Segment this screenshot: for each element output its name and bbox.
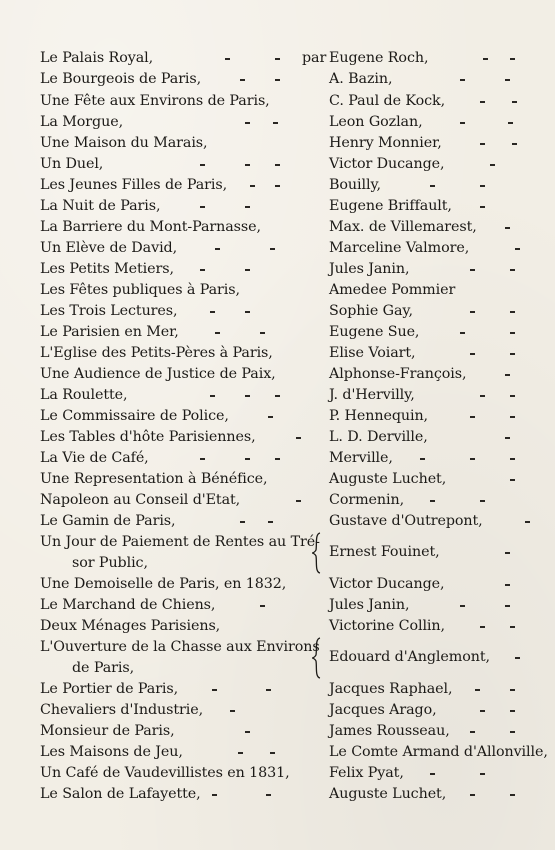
list-item xyxy=(0,259,555,280)
chapter-title-text: Les Maisons de Jeu, xyxy=(40,744,183,760)
leader-dot xyxy=(510,479,515,481)
list-item xyxy=(0,91,555,112)
leader-dot xyxy=(430,500,435,502)
chapter-title xyxy=(40,574,286,595)
chapter-title-text: Les Fêtes publiques à Paris, xyxy=(40,282,240,298)
author-name: C. Paul de Kock, xyxy=(329,93,446,109)
list-item xyxy=(0,133,555,154)
leader-dot xyxy=(266,794,271,796)
list-item xyxy=(0,406,555,427)
leader-dot xyxy=(245,731,250,733)
leader-dot xyxy=(480,206,485,208)
leader-dot xyxy=(460,79,465,81)
leader-dot xyxy=(245,458,250,460)
author-name: Marceline Valmore, xyxy=(329,240,470,256)
chapter-title xyxy=(40,763,290,784)
leader-dot xyxy=(420,458,425,460)
leader-dot xyxy=(512,143,517,145)
author-name: Jacques Arago, xyxy=(329,702,437,718)
leader-dot xyxy=(215,248,220,250)
chapter-title-text: Le Bourgeois de Paris, xyxy=(40,71,202,87)
chapter-title xyxy=(40,91,270,112)
brace-icon xyxy=(311,532,323,574)
list-item xyxy=(0,595,555,616)
leader-dot xyxy=(510,311,515,313)
leader-dot xyxy=(480,773,485,775)
chapter-title-text: Un Elève de David, xyxy=(40,240,178,256)
chapter-title-text: Les Tables d'hôte Parisiennes, xyxy=(40,429,256,445)
leader-dot xyxy=(268,416,273,418)
chapter-title-text: Chevaliers d'Industrie, xyxy=(40,702,204,718)
author-name: Victor Ducange, xyxy=(329,156,445,172)
chapter-title-text: Une Maison du Marais, xyxy=(40,135,208,151)
brace-icon xyxy=(311,637,323,679)
author-name: Bouilly, xyxy=(329,177,381,193)
leader-dot xyxy=(245,269,250,271)
list-item xyxy=(0,490,555,511)
author-name: L. D. Derville, xyxy=(329,429,428,445)
list-item xyxy=(0,217,555,238)
chapter-title-text: Les Petits Metiers, xyxy=(40,261,174,277)
leader-dot xyxy=(200,164,205,166)
leader-dot xyxy=(268,521,273,523)
author-name: Victor Ducange, xyxy=(329,576,445,592)
chapter-title-text: La Nuit de Paris, xyxy=(40,198,161,214)
leader-dot xyxy=(510,731,515,733)
list-item xyxy=(0,427,555,448)
author-name: Gustave d'Outrepont, xyxy=(329,513,483,529)
leader-dot xyxy=(275,79,280,81)
author-name: Jules Janin, xyxy=(329,597,410,613)
leader-dot xyxy=(460,605,465,607)
chapter-title xyxy=(40,238,177,259)
chapter-title xyxy=(40,301,177,322)
leader-dot xyxy=(430,185,435,187)
list-item xyxy=(0,48,555,69)
leader-dot xyxy=(430,773,435,775)
leader-dot xyxy=(505,605,510,607)
chapter-title-text: Un Duel, xyxy=(40,156,104,172)
leader-dot xyxy=(210,395,215,397)
chapter-title-text: L'Eglise des Petits-Pères à Paris, xyxy=(40,345,273,361)
leader-dot xyxy=(470,269,475,271)
chapter-title xyxy=(40,112,123,133)
author-name: Victorine Collin, xyxy=(329,618,445,634)
author-name: Merville, xyxy=(329,450,393,466)
leader-dot xyxy=(505,374,510,376)
chapter-title-text: La Vie de Café, xyxy=(40,450,149,466)
chapter-title xyxy=(40,322,179,343)
leader-dot xyxy=(470,731,475,733)
chapter-title-text: Le Salon de Lafayette, xyxy=(40,786,201,802)
leader-dot xyxy=(510,416,515,418)
list-item xyxy=(0,154,555,175)
chapter-title-text: Un Jour de Paiement de Rentes au Tré- xyxy=(40,534,320,550)
leader-dot xyxy=(460,332,465,334)
leader-dot xyxy=(475,689,480,691)
list-item xyxy=(0,69,555,90)
chapter-title-text: Les Trois Lectures, xyxy=(40,303,178,319)
leader-dot xyxy=(510,794,515,796)
leader-dot xyxy=(510,395,515,397)
chapter-title-text: Napoleon au Conseil d'Etat, xyxy=(40,492,241,508)
leader-dot xyxy=(510,332,515,334)
list-item xyxy=(0,175,555,196)
list-item xyxy=(0,364,555,385)
chapter-title-text: Les Jeunes Filles de Paris, xyxy=(40,177,228,193)
chapter-title xyxy=(40,343,273,364)
leader-dot xyxy=(200,269,205,271)
author-name: Felix Pyat, xyxy=(329,765,404,781)
leader-dot xyxy=(525,521,530,523)
leader-dot xyxy=(470,794,475,796)
chapter-title-text: Monsieur de Paris, xyxy=(40,723,175,739)
leader-dot xyxy=(212,689,217,691)
author-name: Amedee Pommier xyxy=(329,282,456,298)
chapter-title-text: Le Marchand de Chiens, xyxy=(40,597,216,613)
author-name: J. d'Hervilly, xyxy=(329,387,415,403)
leader-dot xyxy=(245,311,250,313)
author-name: Max. de Villemarest, xyxy=(329,219,477,235)
leader-dot xyxy=(480,185,485,187)
leader-dot xyxy=(505,584,510,586)
list-item xyxy=(0,238,555,259)
chapter-title xyxy=(40,616,220,637)
chapter-title-text: Le Gamin de Paris, xyxy=(40,513,176,529)
author-name: Eugene Sue, xyxy=(329,324,420,340)
chapter-title xyxy=(40,385,127,406)
chapter-title-text: Le Commissaire de Police, xyxy=(40,408,229,424)
leader-dot xyxy=(470,416,475,418)
leader-dot xyxy=(296,500,301,502)
leader-dot xyxy=(212,794,217,796)
chapter-title xyxy=(40,784,201,805)
leader-dot xyxy=(200,206,205,208)
leader-dot xyxy=(275,458,280,460)
chapter-title xyxy=(40,175,227,196)
author-name: Leon Gozlan, xyxy=(329,114,423,130)
leader-dot xyxy=(505,552,510,554)
list-item xyxy=(0,112,555,133)
list-item xyxy=(0,469,555,490)
leader-dot xyxy=(480,626,485,628)
leader-dot xyxy=(238,752,243,754)
list-item xyxy=(0,784,555,805)
chapter-title-text: Deux Ménages Parisiens, xyxy=(40,618,221,634)
leader-dot xyxy=(470,353,475,355)
chapter-title xyxy=(40,196,160,217)
leader-dot xyxy=(270,248,275,250)
leader-dot xyxy=(470,311,475,313)
leader-dot xyxy=(270,752,275,754)
chapter-title xyxy=(40,490,240,511)
list-item xyxy=(0,763,555,784)
list-item xyxy=(0,196,555,217)
chapter-title-text: Une Representation à Bénéfice, xyxy=(40,471,268,487)
leader-dot xyxy=(505,79,510,81)
chapter-title xyxy=(40,469,267,490)
leader-dot xyxy=(200,458,205,460)
author-name: Eugene Roch, xyxy=(329,50,429,66)
author-name: Eugene Briffault, xyxy=(329,198,452,214)
leader-dot xyxy=(245,395,250,397)
chapter-title xyxy=(40,511,175,532)
chapter-title-text: Une Demoiselle de Paris, en 1832, xyxy=(40,576,287,592)
leader-dot xyxy=(470,458,475,460)
leader-dot xyxy=(275,185,280,187)
list-item xyxy=(0,511,555,532)
leader-dot xyxy=(296,437,301,439)
chapter-title-continuation: de Paris, xyxy=(72,660,135,676)
leader-dot xyxy=(480,710,485,712)
author-name: Ernest Fouinet, xyxy=(329,544,440,560)
leader-dot xyxy=(245,206,250,208)
leader-dot xyxy=(275,395,280,397)
chapter-title xyxy=(40,406,229,427)
chapter-title xyxy=(40,700,203,721)
list-item xyxy=(0,448,555,469)
leader-dot xyxy=(460,122,465,124)
leader-dot xyxy=(215,332,220,334)
leader-dot xyxy=(240,79,245,81)
chapter-title xyxy=(40,69,201,90)
chapter-title-continuation: sor Public, xyxy=(72,555,148,571)
list-item xyxy=(0,700,555,721)
author-name: Cormenin, xyxy=(329,492,405,508)
leader-dot xyxy=(480,143,485,145)
author-name: Jules Janin, xyxy=(329,261,410,277)
author-name: P. Hennequin, xyxy=(329,408,429,424)
author-name: James Rousseau, xyxy=(329,723,450,739)
leader-dot xyxy=(275,164,280,166)
list-item xyxy=(0,343,555,364)
leader-dot xyxy=(480,500,485,502)
chapter-title-text: Le Parisien en Mer, xyxy=(40,324,179,340)
leader-dot xyxy=(510,58,515,60)
list-item xyxy=(0,385,555,406)
chapter-title-text: Le Portier de Paris, xyxy=(40,681,179,697)
leader-dot xyxy=(510,353,515,355)
author-name: Auguste Luchet, xyxy=(329,471,447,487)
leader-dot xyxy=(245,164,250,166)
chapter-title-text: La Morgue, xyxy=(40,114,124,130)
author-name: Alphonse-François, xyxy=(329,366,467,382)
chapter-title xyxy=(40,48,153,69)
leader-dot xyxy=(260,332,265,334)
leader-dot xyxy=(508,122,513,124)
leader-dot xyxy=(512,101,517,103)
chapter-title xyxy=(40,532,320,553)
leader-dot xyxy=(266,689,271,691)
leader-dot xyxy=(483,58,488,60)
author-name: Elise Voiart, xyxy=(329,345,416,361)
leader-dot xyxy=(230,710,235,712)
leader-dot xyxy=(510,269,515,271)
leader-dot xyxy=(480,395,485,397)
leader-dot xyxy=(250,185,255,187)
leader-dot xyxy=(505,437,510,439)
list-item xyxy=(0,301,555,322)
chapter-title xyxy=(40,364,276,385)
leader-dot xyxy=(480,101,485,103)
chapter-title xyxy=(40,595,215,616)
leader-dot xyxy=(510,626,515,628)
chapter-title-text: Une Audience de Justice de Paix, xyxy=(40,366,276,382)
chapter-title xyxy=(40,427,256,448)
chapter-title xyxy=(40,259,174,280)
chapter-title-text: Le Palais Royal, xyxy=(40,50,154,66)
author-name: Auguste Luchet, xyxy=(329,786,447,802)
list-item xyxy=(0,721,555,742)
leader-dot xyxy=(505,227,510,229)
chapter-title xyxy=(40,721,175,742)
chapter-title-text: Un Café de Vaudevillistes en 1831, xyxy=(40,765,290,781)
leader-dot xyxy=(515,248,520,250)
list-item xyxy=(0,532,555,571)
leader-dot xyxy=(510,710,515,712)
list-item xyxy=(0,637,555,676)
chapter-title-text: L'Ouverture de la Chasse aux Environs xyxy=(40,639,320,655)
chapter-title xyxy=(40,280,240,301)
leader-dot xyxy=(210,311,215,313)
leader-dot xyxy=(490,164,495,166)
chapter-title xyxy=(40,154,103,175)
leader-dot xyxy=(240,521,245,523)
author-name: Edouard d'Anglemont, xyxy=(329,649,490,665)
leader-dot xyxy=(510,689,515,691)
list-item xyxy=(0,679,555,700)
chapter-title-text: La Barriere du Mont-Parnasse, xyxy=(40,219,261,235)
leader-dot xyxy=(225,58,230,60)
chapter-title xyxy=(40,742,183,763)
author-prefix: par xyxy=(302,50,327,66)
chapter-title xyxy=(40,637,320,658)
list-item xyxy=(0,616,555,637)
leader-dot xyxy=(260,605,265,607)
chapter-title xyxy=(40,217,261,238)
leader-dot xyxy=(510,458,515,460)
leader-dot xyxy=(273,122,278,124)
chapter-title-text: La Roulette, xyxy=(40,387,128,403)
author-name: Sophie Gay, xyxy=(329,303,413,319)
list-item xyxy=(0,742,555,763)
author-name: Henry Monnier, xyxy=(329,135,442,151)
chapter-title xyxy=(40,448,149,469)
list-item xyxy=(0,322,555,343)
chapter-title xyxy=(40,679,178,700)
author-name: A. Bazin, xyxy=(329,71,393,87)
list-item xyxy=(0,574,555,595)
author-name: Le Comte Armand d'Allonville, xyxy=(329,744,548,760)
list-item xyxy=(0,280,555,301)
leader-dot xyxy=(515,657,520,659)
leader-dot xyxy=(275,58,280,60)
author-name: Jacques Raphael, xyxy=(329,681,453,697)
chapter-title xyxy=(40,133,207,154)
leader-dot xyxy=(245,122,250,124)
chapter-title-text: Une Fête aux Environs de Paris, xyxy=(40,93,270,109)
